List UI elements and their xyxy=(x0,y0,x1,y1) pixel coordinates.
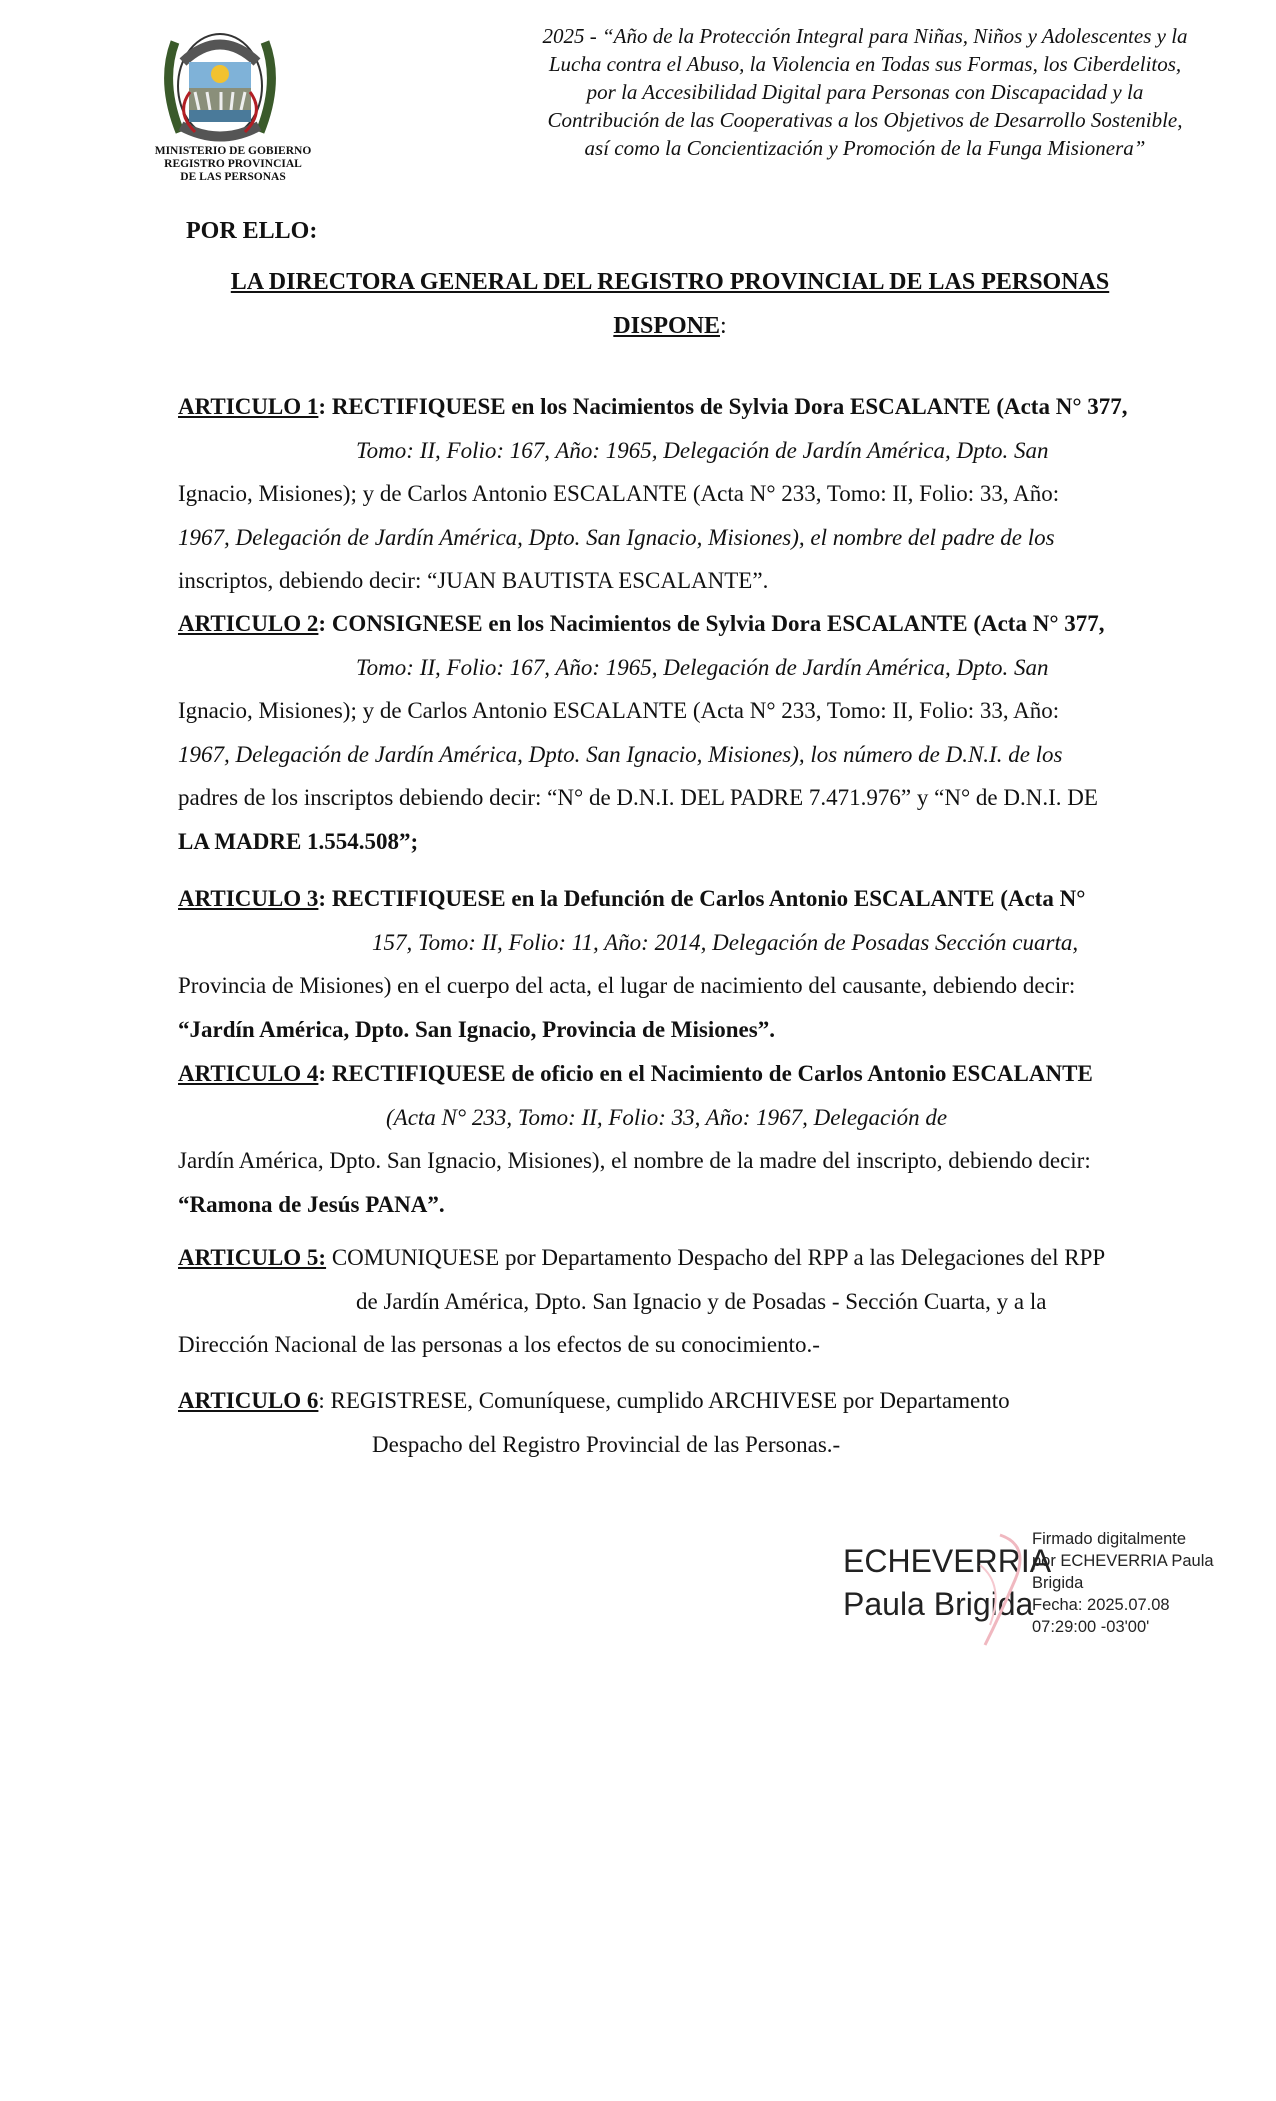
ministry-line: MINISTERIO DE GOBIERNO xyxy=(154,145,312,157)
article-heading: ARTICULO 2 xyxy=(178,611,319,636)
motto-line: Contribución de las Cooperativas a los Objetivos de Desarrollo Sostenible, xyxy=(547,108,1183,132)
motto-line: así como la Concientización y Promoción de la Funga Misionera” xyxy=(584,136,1146,160)
article-line: Ignacio, Misiones); y de Carlos Antonio ESCALANTE (Acta N° 233, Tomo: II, Folio: 33, Año: xyxy=(178,481,1060,506)
article-line: “Jardín América, Dpto. San Ignacio, Provincia de Misiones”. xyxy=(178,1016,775,1042)
article-line: : RECTIFIQUESE de oficio en el Nacimiento de Carlos Antonio ESCALANTE xyxy=(318,1061,1093,1086)
year-motto xyxy=(470,22,1260,162)
article-5 xyxy=(178,1236,1210,1367)
article-heading: ARTICULO 3 xyxy=(178,886,319,911)
article-line: Despacho del Registro Provincial de las Personas.- xyxy=(372,1431,841,1457)
article-line: padres de los inscriptos debiendo decir: “N° de D.N.I. DEL PADRE 7.471.976” y “N° de D.N.I. DE xyxy=(178,785,1098,810)
motto-line: por la Accesibilidad Digital para Personas con Discapacidad y la xyxy=(586,80,1144,104)
article-line: Tomo: II, Folio: 167, Año: 1965, Delegación de Jardín América, Dpto. San xyxy=(356,654,1049,680)
motto-line: Lucha contra el Abuso, la Violencia en Todas sus Formas, los Ciberdelitos, xyxy=(548,52,1182,76)
article-6 xyxy=(178,1379,1210,1466)
signature-info-line: por ECHEVERRIA Paula xyxy=(1032,1552,1214,1570)
article-line: Tomo: II, Folio: 167, Año: 1965, Delegación de Jardín América, Dpto. San xyxy=(356,437,1049,463)
article-line: : RECTIFIQUESE en la Defunción de Carlos Antonio ESCALANTE (Acta N° xyxy=(318,886,1086,911)
article-line: de Jardín América, Dpto. San Ignacio y de Posadas - Sección Cuarta, y a la xyxy=(356,1288,1047,1314)
authority-heading xyxy=(160,260,1180,348)
province-seal-logo xyxy=(155,22,285,150)
signature-info-line: Firmado digitalmente xyxy=(1032,1530,1187,1548)
article-line: inscriptos, debiendo decir: “JUAN BAUTISTA ESCALANTE”. xyxy=(178,568,769,593)
article-line: COMUNIQUESE por Departamento Despacho del RPP a las Delegaciones del RPP xyxy=(326,1245,1106,1270)
signature-info-line: 07:29:00 -03'00' xyxy=(1032,1618,1150,1636)
ministry-line: REGISTRO PROVINCIAL xyxy=(164,158,302,170)
article-line: 1967, Delegación de Jardín América, Dpto. San Ignacio, Misiones), el nombre del padre de los xyxy=(178,524,1055,550)
article-2 xyxy=(178,602,1210,863)
signature-info-line: Brigida xyxy=(1032,1574,1084,1592)
dispone-colon: : xyxy=(720,313,727,339)
ministry-name xyxy=(118,145,348,184)
authority-title: LA DIRECTORA GENERAL DEL REGISTRO PROVINCIAL DE LAS PERSONAS xyxy=(230,269,1110,295)
article-line: “Ramona de Jesús PANA”. xyxy=(178,1191,445,1217)
article-line: 157, Tomo: II, Folio: 11, Año: 2014, Delegación de Posadas Sección cuarta, xyxy=(372,929,1079,955)
article-line: Ignacio, Misiones); y de Carlos Antonio ESCALANTE (Acta N° 233, Tomo: II, Folio: 33, Año: xyxy=(178,698,1060,723)
dispone-label: DISPONE xyxy=(613,313,720,339)
article-line: : REGISTRESE, Comuníquese, cumplido ARCHIVESE por Departamento xyxy=(318,1388,1010,1413)
article-line: Dirección Nacional de las personas a los efectos de su conocimiento.- xyxy=(178,1332,820,1357)
article-line: : CONSIGNESE en los Nacimientos de Sylvia Dora ESCALANTE (Acta N° 377, xyxy=(318,611,1105,636)
article-line: 1967, Delegación de Jardín América, Dpto. San Ignacio, Misiones), los número de D.N.I. de los xyxy=(178,741,1063,767)
signature-details xyxy=(1032,1528,1262,1638)
por-ello-heading: POR ELLO: xyxy=(186,218,318,244)
article-heading: ARTICULO 6 xyxy=(178,1388,319,1413)
article-line: (Acta N° 233, Tomo: II, Folio: 33, Año: 1967, Delegación de xyxy=(386,1104,948,1130)
signature-info-line: Fecha: 2025.07.08 xyxy=(1032,1596,1170,1614)
signer-name-line: ECHEVERRIA xyxy=(843,1543,1052,1579)
article-line: : RECTIFIQUESE en los Nacimientos de Sylvia Dora ESCALANTE (Acta N° 377, xyxy=(318,394,1128,419)
article-heading: ARTICULO 5: xyxy=(178,1245,327,1270)
motto-line: 2025 - “Año de la Protección Integral para Niñas, Niños y Adolescentes y la xyxy=(542,24,1188,48)
article-line: LA MADRE 1.554.508”; xyxy=(178,828,419,854)
article-3 xyxy=(178,877,1210,1051)
article-line: Provincia de Misiones) en el cuerpo del acta, el lugar de nacimiento del causante, debiendo decir: xyxy=(178,973,1076,998)
ministry-line: DE LAS PERSONAS xyxy=(180,171,286,183)
signer-name-line: Paula Brigida xyxy=(843,1586,1034,1622)
article-heading: ARTICULO 4 xyxy=(178,1061,319,1086)
article-heading: ARTICULO 1 xyxy=(178,394,319,419)
article-1 xyxy=(178,385,1210,603)
article-4 xyxy=(178,1052,1210,1226)
article-line: Jardín América, Dpto. San Ignacio, Misiones), el nombre de la madre del inscripto, debiendo decir: xyxy=(178,1148,1091,1173)
